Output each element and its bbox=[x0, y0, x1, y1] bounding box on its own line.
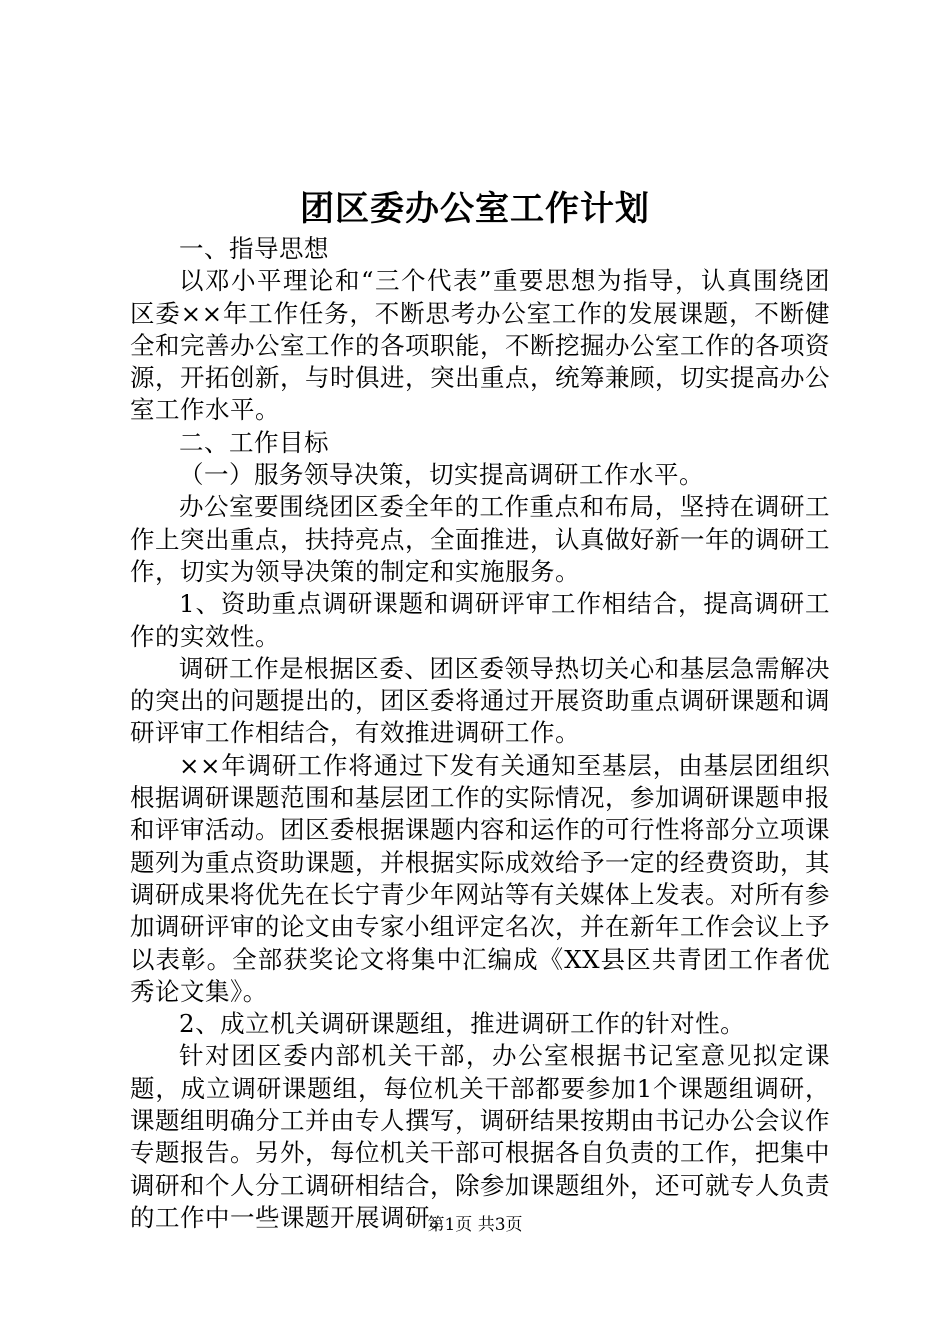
list-item-2: 2、成立机关调研课题组，推进调研工作的针对性。 bbox=[179, 1009, 746, 1039]
page-number-footer: 第1页 共3页 bbox=[427, 1215, 523, 1235]
paragraph: 调研工作是根据区委、团区委领导热切关心和基层急需解决的突出的问题提出的，团区委将通过开展资助重点调研课题和调研评审工作相结合，有效推进调研工作。 bbox=[130, 653, 830, 748]
document-body bbox=[130, 233, 830, 1234]
paragraph: 办公室要围绕团区委全年的工作重点和布局，坚持在调研工作上突出重点，扶持亮点，全面推进，认真做好新一年的调研工作，切实为领导决策的制定和实施服务。 bbox=[130, 492, 830, 586]
paragraph: ××年调研工作将通过下发有关通知至基层，由基层团组织根据调研课题范围和基层团工作的实际情况，参加调研课题申报和评审活动。团区委根据课题内容和运作的可行性将部分立项课题列为重点资助课题，并根据实际成效给予一定的经费资助，其调研成果将优先在长宁青少年网站等有关媒体上发表。对所有参加调研评审的论文由专家小组评定名次，并在新年工作会议上予以表彰。全部获奖论文将集中汇编成《XX县区共青团工作者优秀论文集》。 bbox=[130, 750, 830, 1006]
heading-work-goals: 二、工作目标 bbox=[179, 427, 329, 457]
paragraph: 以邓小平理论和“三个代表”重要思想为指导，认真围绕团区委××年工作任务，不断思考办公室工作的发展课题，不断健全和完善办公室工作的各项职能，不断挖掘办公室工作的各项资源，开拓创新，与时俱进，突出重点，统筹兼顾，切实提高办公室工作水平。 bbox=[130, 266, 830, 425]
paragraph: 针对团区委内部机关干部，办公室根据书记室意见拟定课题，成立调研课题组，每位机关干部都要参加1个课题组调研，课题组明确分工并由专人撰写，调研结果按期由书记办公会议作专题报告。另外，每位机关干部可根据各自负责的工作，把集中调研和个人分工调研相结合，除参加课题组外，还可就专人负责的工作中一些课题开展调研。 bbox=[130, 1041, 830, 1232]
subheading-serve-leadership: （一）服务领导决策，切实提高调研工作水平。 bbox=[179, 460, 704, 490]
list-item-1: 1、资助重点调研课题和调研评审工作相结合，提高调研工作的实效性。 bbox=[130, 589, 830, 651]
heading-guiding-thought: 一、指导思想 bbox=[179, 234, 329, 263]
page-title: 团区委办公室工作计划 bbox=[300, 189, 650, 229]
